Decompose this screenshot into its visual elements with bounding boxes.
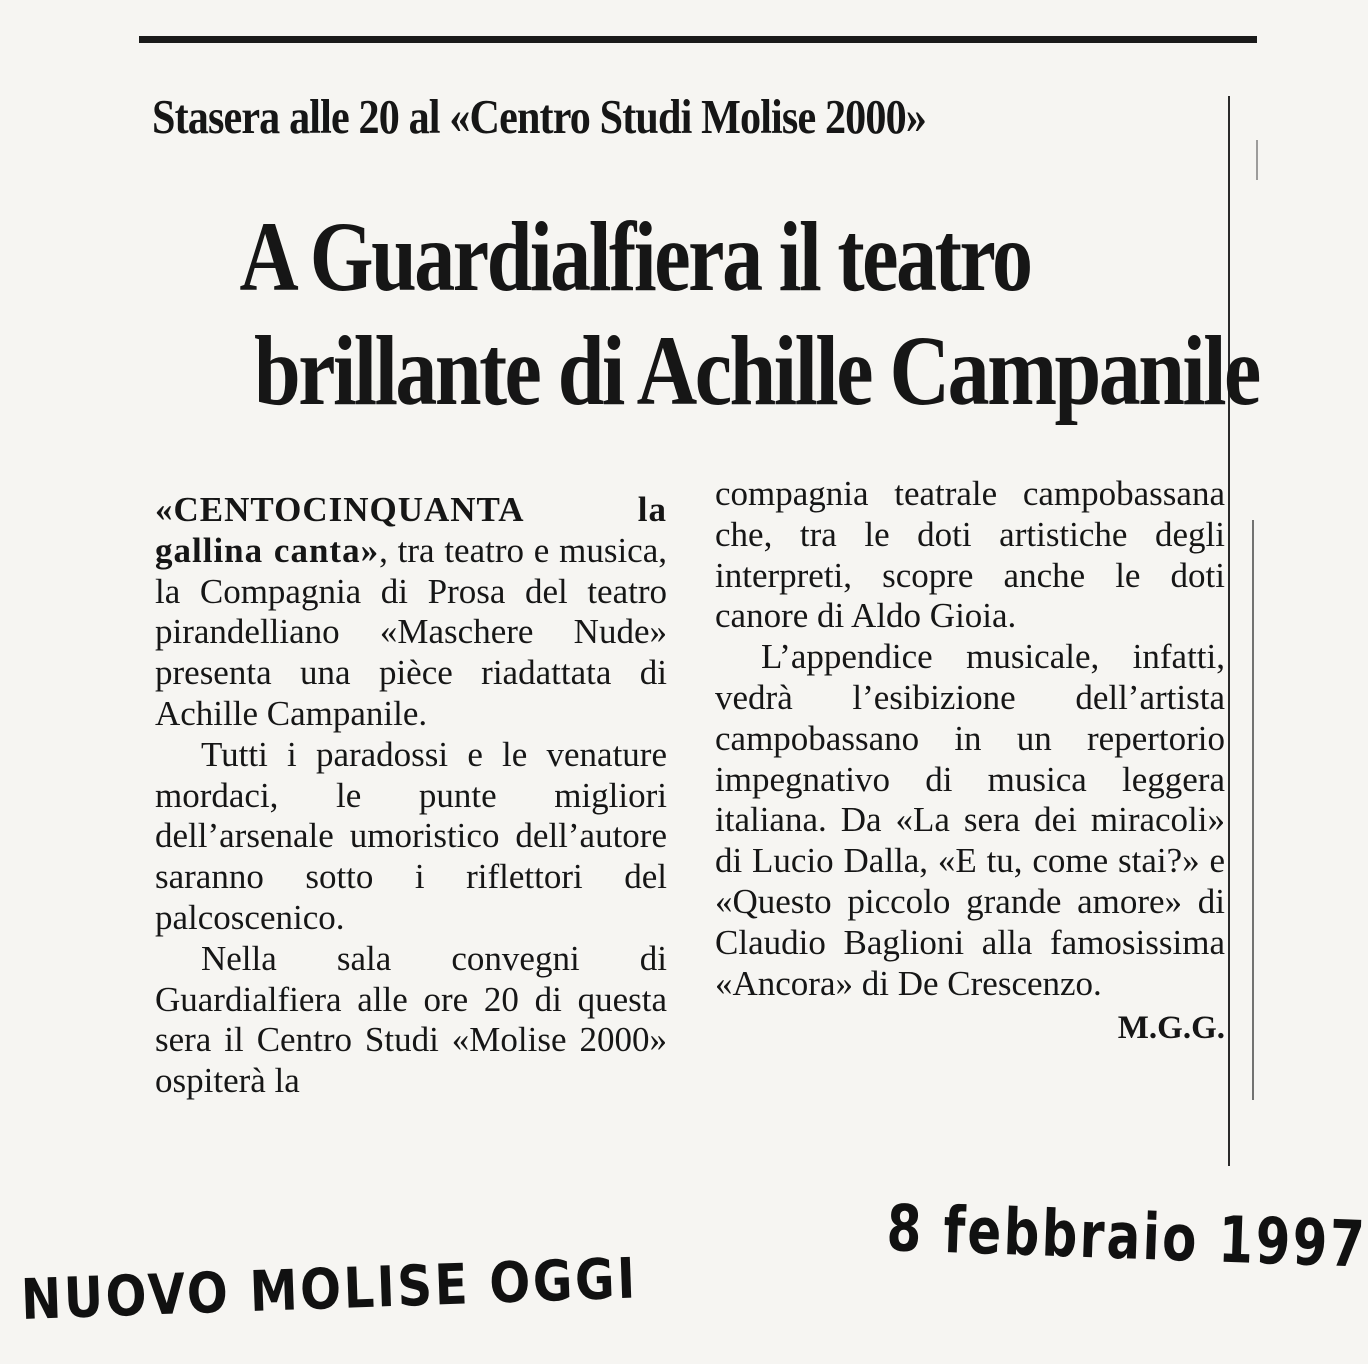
article-right-column bbox=[715, 474, 1225, 1049]
lead-title: «CENTOCINQUANTA la gallina canta» bbox=[155, 490, 667, 570]
right-paragraph-1: compagnia teatrale campobassana che, tra le doti artistiche degli interpreti, scopre anche le doti canore di Aldo Gioia. bbox=[715, 474, 1225, 636]
article-kicker: Stasera alle 20 al «Centro Studi Molise 2000» bbox=[152, 89, 927, 144]
outer-margin-rule bbox=[1252, 520, 1254, 1100]
article-left-column bbox=[155, 490, 667, 1102]
top-rule bbox=[139, 36, 1257, 43]
right-column-rule bbox=[1228, 96, 1230, 1166]
article-headline bbox=[170, 200, 1259, 428]
lead-rest: , tra teatro e musica, la Compagnia di Prosa del teatro pirandelliano «Maschere Nude» presenta una pièce riadattata di Achille Campanile. bbox=[155, 530, 668, 733]
left-paragraph-2: Tutti i paradossi e le venature mordaci, le punte migliori dell’arsenale umoristico dell’autore saranno sotto i riflettori del palcoscenico. bbox=[155, 734, 667, 937]
margin-mark bbox=[1256, 140, 1258, 180]
handwritten-newspaper-name: NUOVO MOLISE OGGI bbox=[20, 1246, 639, 1333]
headline-line-2: brillante di Achille Campanile bbox=[254, 315, 1259, 426]
right-paragraph-2: L’appendice musicale, infatti, vedrà l’esibizione dell’artista campobassano in un repertorio impegnativo di musica leggera italiana. Da «La sera dei miracoli» di Lucio Dalla, «E tu, come stai?» e «Questo piccolo grande amore» di Claudio Baglioni alla famosissima «Ancora» di De Crescenzo. bbox=[715, 637, 1225, 1003]
handwritten-date: 8 febbraio 1997 bbox=[885, 1192, 1368, 1283]
author-signature: M.G.G. bbox=[1117, 1010, 1225, 1047]
headline-line-1: A Guardialfiera il teatro bbox=[239, 201, 1031, 312]
left-paragraph-3: Nella sala convegni di Guardialfiera alle ore 20 di questa sera il Centro Studi «Molise 2000» ospiterà la bbox=[155, 938, 667, 1101]
left-paragraph-1 bbox=[155, 490, 667, 735]
